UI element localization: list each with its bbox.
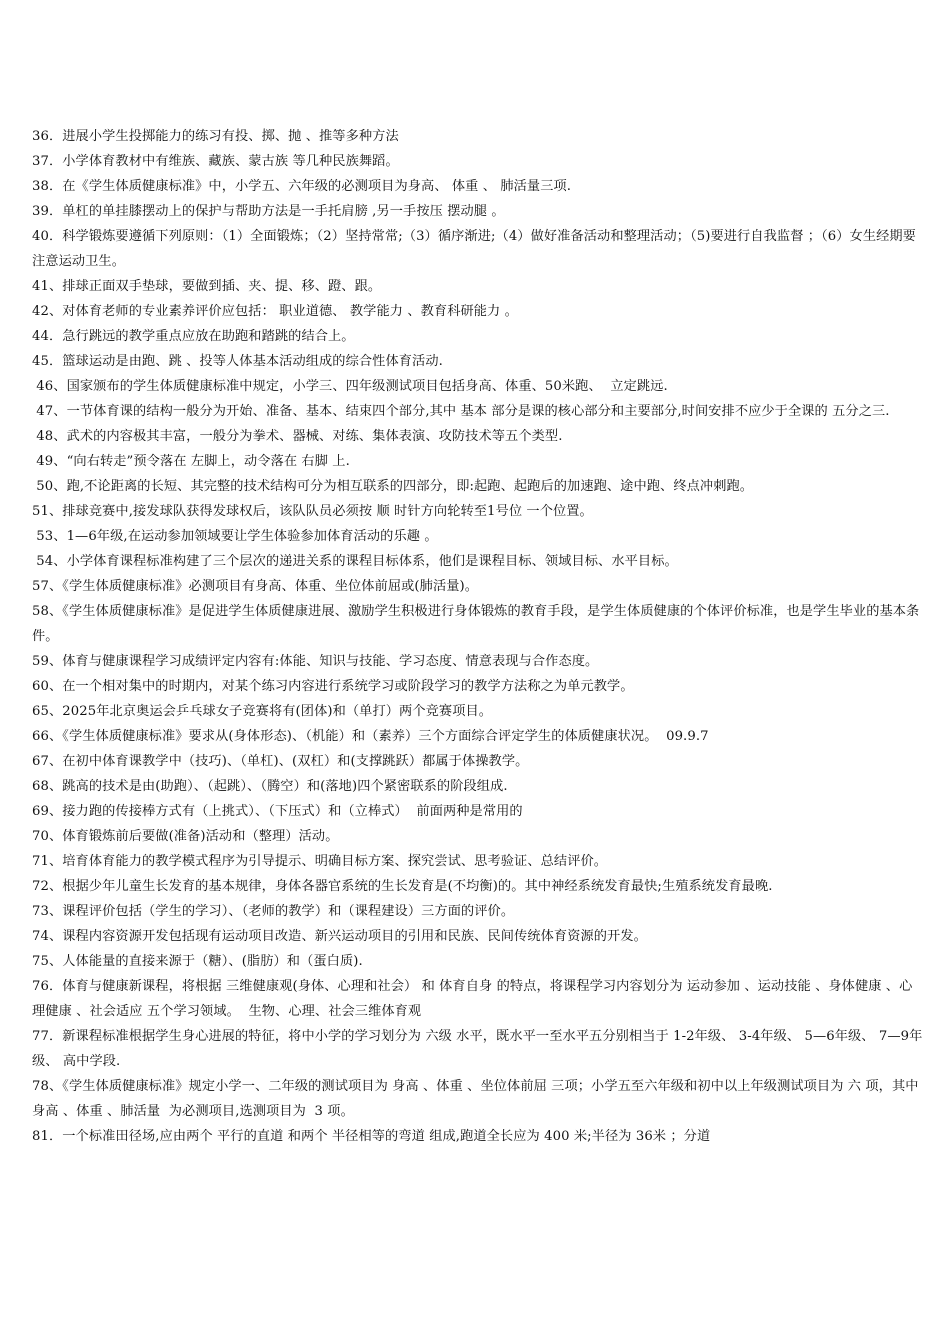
list-item: 73、课程评价包括（学生的学习）、（老师的教学）和（课程建设）三方面的评价。 xyxy=(32,904,515,919)
list-item: 74、课程内容资源开发包括现有运动项目改造、新兴运动项目的引用和民族、民间传统体育资源的开发。 xyxy=(32,929,647,944)
list-item: 38．在《学生体质健康标准》中，小学五、六年级的必测项目为身高、 体重 、 肺活量三项. xyxy=(32,179,572,194)
list-item: 41、排球正面双手垫球，要做到插、夹、提、移、蹬、跟。 xyxy=(32,279,382,294)
list-item: 75、人体能量的直接来源于（糖）、(脂肪）和（蛋白质). xyxy=(32,954,363,969)
list-item: 59、体育与健康课程学习成绩评定内容有:体能、知识与技能、学习态度、情意表现与合作态度。 xyxy=(32,654,599,669)
list-item: 67、在初中体育课教学中（技巧)、（单杠)、(双杠）和(支撑跳跃）都属于体操教学。 xyxy=(32,754,529,769)
list-item: 53、1—6年级,在运动参加领域要让学生体验参加体育活动的乐趣 。 xyxy=(32,529,438,544)
list-item: 37．小学体育教材中有维族、藏族、蒙古族 等几种民族舞蹈。 xyxy=(32,154,399,169)
list-item: 40．科学锻炼要遵循下列原则：（1）全面锻炼；（2）坚持常常;（3）循序渐进;（4）做好准备活动和整理活动；（5)要进行自我监督 ；（6）女生经期要注意运动卫生。 xyxy=(32,229,916,269)
list-item: 50、跑,不论距离的长短、其完整的技术结构可分为相互联系的四部分，即:起跑、起跑后的加速跑、途中跑、终点冲刺跑。 xyxy=(32,479,754,494)
list-item: 48、武术的内容极其丰富，一般分为拳术、器械、对练、集体表演、攻防技术等五个类型. xyxy=(32,429,563,444)
document-body xyxy=(32,124,924,1149)
list-item: 65、2025年北京奥运会乒乓球女子竞赛将有(团体)和（单打）两个竞赛项目。 xyxy=(32,704,493,719)
list-item: 39．单杠的单挂膝摆动上的保护与帮助方法是一手托肩膀 ,另一手按压 摆动腿 。 xyxy=(32,204,505,219)
list-item: 77．新课程标准根据学生身心进展的特征，将中小学的学习划分为 六级 水平，既水平一至水平五分别相当于 1-2年级、 3-4年级、 5—6年级、 7—9年级、 高中学段. xyxy=(32,1029,923,1069)
list-item: 70、体育锻炼前后要做(准备)活动和（整理）活动。 xyxy=(32,829,339,844)
list-item: 71、培育体育能力的教学模式程序为引导提示、明确目标方案、探究尝试、思考验证、总结评价。 xyxy=(32,854,608,869)
list-item: 81．一个标准田径场,应由两个 平行的直道 和两个 半径相等的弯道 组成,跑道全长应为 400 米;半径为 36米 ；分道 xyxy=(32,1129,711,1144)
list-item: 72、根据少年儿童生长发育的基本规律，身体各器官系统的生长发育是(不均衡)的。其中神经系统发育最快;生殖系统发育最晚. xyxy=(32,879,773,894)
list-item: 49、“向右转走”预令落在 左脚上，动令落在 右脚 上. xyxy=(32,454,350,469)
list-item: 45．篮球运动是由跑、跳 、投等人体基本活动组成的综合性体育活动. xyxy=(32,354,443,369)
list-item: 44．急行跳远的教学重点应放在助跑和踏跳的结合上。 xyxy=(32,329,355,344)
list-item: 54、小学体育课程标准构建了三个层次的递进关系的课程目标体系，他们是课程目标、领域目标、水平目标。 xyxy=(32,554,678,569)
list-item: 60、在一个相对集中的时期内，对某个练习内容进行系统学习或阶段学习的教学方法称之为单元教学。 xyxy=(32,679,634,694)
list-item: 51、排球竞赛中,接发球队获得发球权后，该队队员必须按 顺 时针方向轮转至1号位 一个位置。 xyxy=(32,504,593,519)
list-item: 78、《学生体质健康标准》规定小学一、二年级的测试项目为 身高 、体重 、坐位体前屈 三项；小学五至六年级和初中以上年级测试项目为 六 项，其中 身高 、体重 、肺活量 为必测项目,选测项目为 3 项。 xyxy=(32,1079,923,1119)
list-item: 69、接力跑的传接棒方式有（上挑式）、（下压式）和（立棒式） 前面两种是常用的 xyxy=(32,804,523,819)
list-item: 58、《学生体质健康标准》是促进学生体质健康进展、激励学生积极进行身体锻炼的教育手段，是学生体质健康的个体评价标准，也是学生毕业的基本条件。 xyxy=(32,604,920,644)
list-item: 42、对体育老师的专业素养评价应包括： 职业道德、 教学能力 、教育科研能力 。 xyxy=(32,304,518,319)
list-item: 46、国家颁布的学生体质健康标准中规定，小学三、四年级测试项目包括身高、体重、50米跑、 立定跳远. xyxy=(32,379,668,394)
list-item: 76．体育与健康新课程，将根据 三维健康观(身体、心理和社会） 和 体育自身 的特点，将课程学习内容划分为 运动参加 、运动技能 、身体健康 、心理健康 、社会适应 五个学习领域。 生物、心理、社会三维体育观 xyxy=(32,979,913,1019)
list-item: 47、一节体育课的结构一般分为开始、准备、基本、结束四个部分,其中 基本 部分是课的核心部分和主要部分,时间安排不应少于全课的 五分之三. xyxy=(32,404,890,419)
list-item: 68、跳高的技术是由(助跑）、（起跳）、（腾空）和(落地)四个紧密联系的阶段组成. xyxy=(32,779,508,794)
list-item: 36．进展小学生投掷能力的练习有投、掷、抛 、推等多种方法 xyxy=(32,129,399,144)
list-item: 66、《学生体质健康标准》要求从(身体形态)、（机能）和（素养）三个方面综合评定学生的体质健康状况。 09.9.7 xyxy=(32,729,709,744)
list-item: 57、《学生体质健康标准》必测项目有身高、体重、坐位体前屈或(肺活量)。 xyxy=(32,579,479,594)
